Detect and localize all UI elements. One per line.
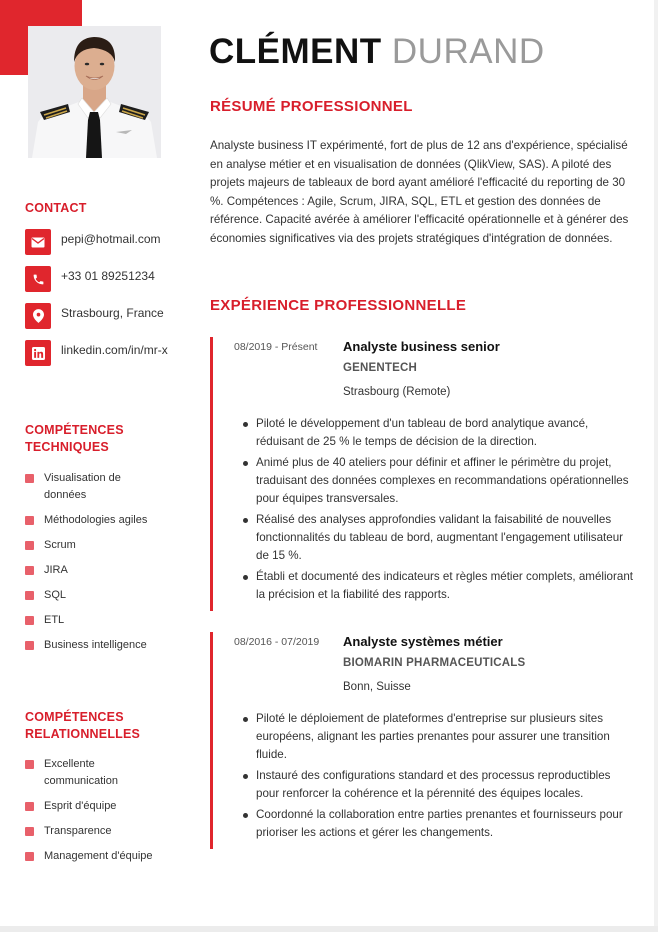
sidebar <box>0 0 190 932</box>
first-name: CLÉMENT <box>209 32 382 71</box>
contact-email[interactable] <box>25 229 185 257</box>
skill-label: Management d'équipe <box>44 850 153 862</box>
bullet-square-icon <box>25 616 34 625</box>
list-item <box>25 612 185 629</box>
list-item <box>25 848 185 865</box>
list-item: Piloté le développement d'un tableau de bord analytique avancé, réduisant de 25 % le temps de décision de la direction. <box>243 415 640 451</box>
bullet-square-icon <box>25 541 34 550</box>
contact-linkedin-text: linkedin.com/in/mr-x <box>61 343 168 357</box>
list-item <box>25 470 185 504</box>
bullet-square-icon <box>25 827 34 836</box>
contact-phone[interactable] <box>25 266 185 294</box>
candidate-name <box>209 30 545 74</box>
bullet-square-icon <box>25 516 34 525</box>
contact-location-text: Strasbourg, France <box>61 306 164 320</box>
technical-skills-heading: COMPÉTENCES TECHNIQUES <box>25 423 124 454</box>
skill-label: Scrum <box>44 539 76 551</box>
job-dates: 08/2016 - 07/2019 <box>234 636 320 648</box>
contact-phone-text: +33 01 89251234 <box>61 269 155 283</box>
bullet-square-icon <box>25 474 34 483</box>
job-entry <box>210 337 640 611</box>
phone-icon <box>25 266 51 292</box>
list-item: Coordonné la collaboration entre parties prenantes et fournisseurs pour prioriser les actions et gérer les changements. <box>243 806 640 842</box>
experience-heading: EXPÉRIENCE PROFESSIONNELLE <box>210 297 467 314</box>
bullet-square-icon <box>25 641 34 650</box>
job-company: GENENTECH <box>343 362 418 374</box>
bullet-square-icon <box>25 852 34 861</box>
bullet-square-icon <box>25 760 34 769</box>
contact-email-text: pepi@hotmail.com <box>61 232 161 246</box>
contact-location <box>25 303 185 331</box>
skill-label: ETL <box>44 614 65 626</box>
skill-label: Méthodologies agiles <box>44 514 148 526</box>
list-item <box>25 637 185 654</box>
list-item: Piloté le déploiement de plateformes d'entreprise sur plusieurs sites européens, alignant les parties prenantes pour assurer une transition fluide. <box>243 710 640 764</box>
list-item: Instauré des configurations standard et des processus reproductibles pour renforcer la cohérence et la pérennité des équipes locales. <box>243 767 640 803</box>
bullet-square-icon <box>25 802 34 811</box>
linkedin-icon <box>25 340 51 366</box>
contact-linkedin[interactable] <box>25 340 185 368</box>
summary-heading: RÉSUMÉ PROFESSIONNEL <box>210 98 413 115</box>
contact-heading: CONTACT <box>25 201 87 215</box>
job-bullets <box>213 415 640 611</box>
list-item: Établi et documenté des indicateurs et règles métier complets, améliorant la précision et la fiabilité des rapports. <box>243 568 640 604</box>
soft-skills-heading: COMPÉTENCES RELATIONNELLES <box>25 710 141 741</box>
list-item <box>25 798 185 815</box>
job-bullets <box>213 710 640 849</box>
job-location: Strasbourg (Remote) <box>343 386 451 398</box>
list-item: Réalisé des analyses approfondies validant la faisabilité de nouvelles fonctionnalités du tableau de bord, augmentant l'engagement utilisateur de 15 %. <box>243 511 640 565</box>
skill-label: Business intelligence <box>44 639 147 651</box>
location-icon <box>25 303 51 329</box>
skill-label: SQL <box>44 589 67 601</box>
bullet-square-icon <box>25 591 34 600</box>
job-header <box>213 337 640 415</box>
skill-label: Esprit d'équipe <box>44 800 117 812</box>
job-dates: 08/2019 - Présent <box>234 341 318 353</box>
list-item <box>25 756 185 790</box>
skill-label: Visualisation de données <box>44 472 121 501</box>
list-item <box>25 823 185 840</box>
skill-label: Transparence <box>44 825 112 837</box>
job-title: Analyste business senior <box>343 339 500 354</box>
technical-skills-list <box>25 470 185 662</box>
email-icon <box>25 229 51 255</box>
job-entry <box>210 632 640 849</box>
bullet-square-icon <box>25 566 34 575</box>
page-bottom-edge <box>0 926 658 932</box>
job-company: BIOMARIN PHARMACEUTICALS <box>343 657 526 669</box>
skill-label: Excellente communication <box>44 758 118 787</box>
list-item <box>25 587 185 604</box>
contact-list <box>25 229 185 377</box>
job-location: Bonn, Suisse <box>343 681 411 693</box>
skill-label: JIRA <box>44 564 68 576</box>
job-header <box>213 632 640 710</box>
list-item: Animé plus de 40 ateliers pour définir et affiner le périmètre du projet, traduisant des données complexes en recommandations opérationnelles pour équipes transversales. <box>243 454 640 508</box>
list-item <box>25 537 185 554</box>
page-right-edge <box>654 0 658 932</box>
soft-skills-list <box>25 756 185 873</box>
summary-text: Analyste business IT expérimenté, fort de plus de 12 ans d'expérience, spécialisé en analyse métier et en visualisation de données (QlikView, SAS). A piloté des projets majeurs de tableaux de bord ayant amélioré l'efficacité du reporting de 30 %. Compétences : Agile, Scrum, JIRA, SQL, ETL et gestion des données de référence. Capacité avérée à améliorer l'efficacité opérationnelle et à générer des économies significatives via des projets stratégiques d'intégration de données. <box>210 139 629 245</box>
list-item <box>25 512 185 529</box>
job-title: Analyste systèmes métier <box>343 634 503 649</box>
list-item <box>25 562 185 579</box>
last-name: DURAND <box>391 32 545 71</box>
